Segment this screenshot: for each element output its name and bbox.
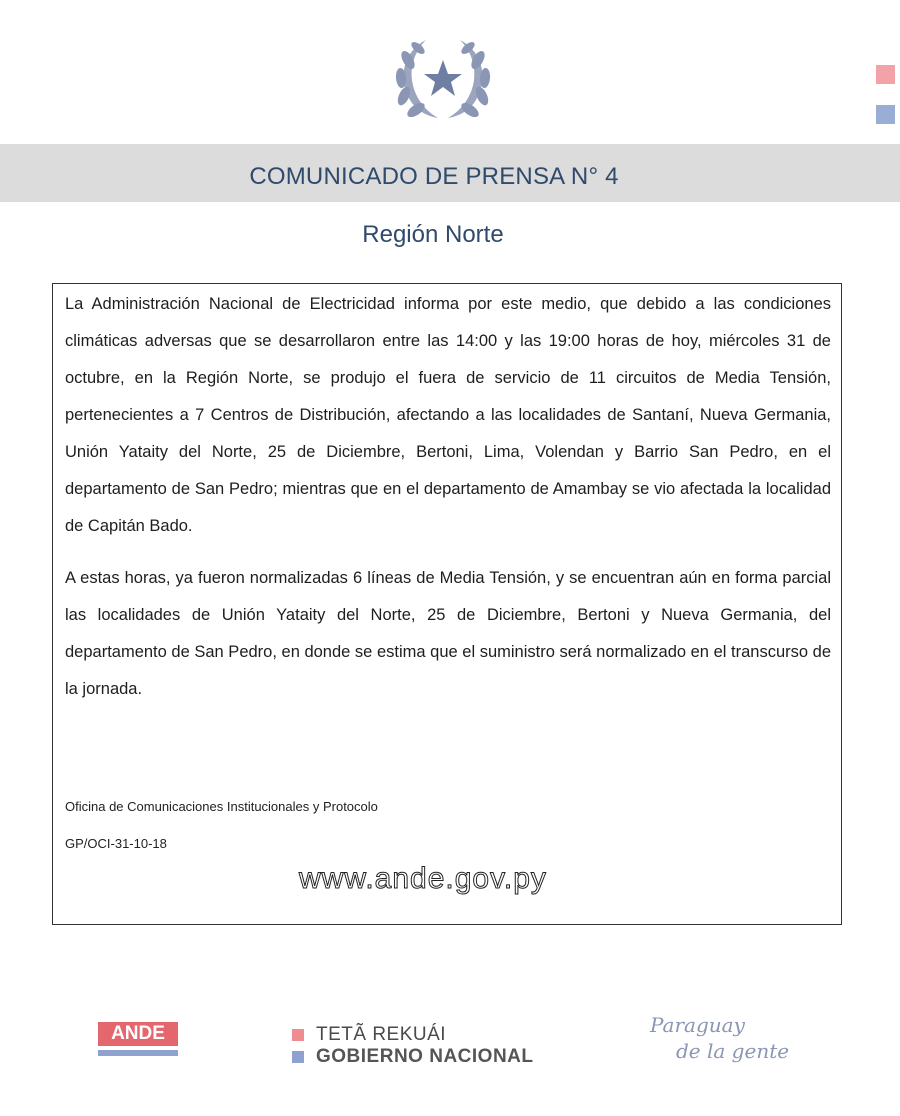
gov-line-1: TETÃ REKUÁI (316, 1024, 447, 1045)
ande-logo (98, 1022, 178, 1062)
paragraph-2: A estas horas, ya fueron normalizadas 6 líneas de Media Tensión, y se encuentran aún en forma parcial las localidades de Unión Yataity del Norte, 25 de Diciembre, Bertoni y Nueva Germania, del departamento de San Pedro, en donde se estima que el suministro será normalizado en el transcurso de la jornada. (65, 569, 831, 698)
side-square-blue (876, 105, 895, 124)
slogan-line-1: Paraguay (650, 1013, 745, 1037)
ande-logo-bar (98, 1050, 178, 1056)
press-release-body (52, 283, 842, 925)
region-subtitle: Región Norte (362, 221, 504, 248)
slogan-line-2: de la gente (676, 1039, 790, 1063)
paragraph-1: La Administración Nacional de Electricidad informa por este medio, que debido a las condiciones climáticas adversas que se desarrollaron entre las 14:00 y las 19:00 horas de hoy, miércoles 31 de octubre, en la Región Norte, se produjo el fuera de servicio de 11 circuitos de Media Tensión, pertenecientes a 7 Centros de Distribución, afectando a las localidades de Santaní, Nueva Germania, Unión Yataity del Norte, 25 de Diciembre, Bertoni, Lima, Volendan y Barrio San Pedro, en el departamento de San Pedro; mientras que en el departamento de Amambay se vio afectada la localidad de Capitán Bado. (65, 295, 831, 535)
laurel-star-seal-icon (386, 30, 500, 126)
press-release-title: COMUNICADO DE PRENSA N° 4 (249, 163, 619, 190)
slogan-logo (650, 1012, 789, 1064)
side-square-red (876, 65, 895, 84)
website-link[interactable]: www.ande.gov.py (299, 862, 547, 895)
ande-logo-text: ANDE (98, 1022, 178, 1046)
red-square-icon (292, 1029, 304, 1041)
blue-square-icon (292, 1051, 304, 1063)
gov-line-2: GOBIERNO NACIONAL (316, 1046, 534, 1067)
reference-code: GP/OCI-31-10-18 (65, 836, 167, 851)
office-signature: Oficina de Comunicaciones Institucionales y Protocolo (65, 799, 378, 814)
